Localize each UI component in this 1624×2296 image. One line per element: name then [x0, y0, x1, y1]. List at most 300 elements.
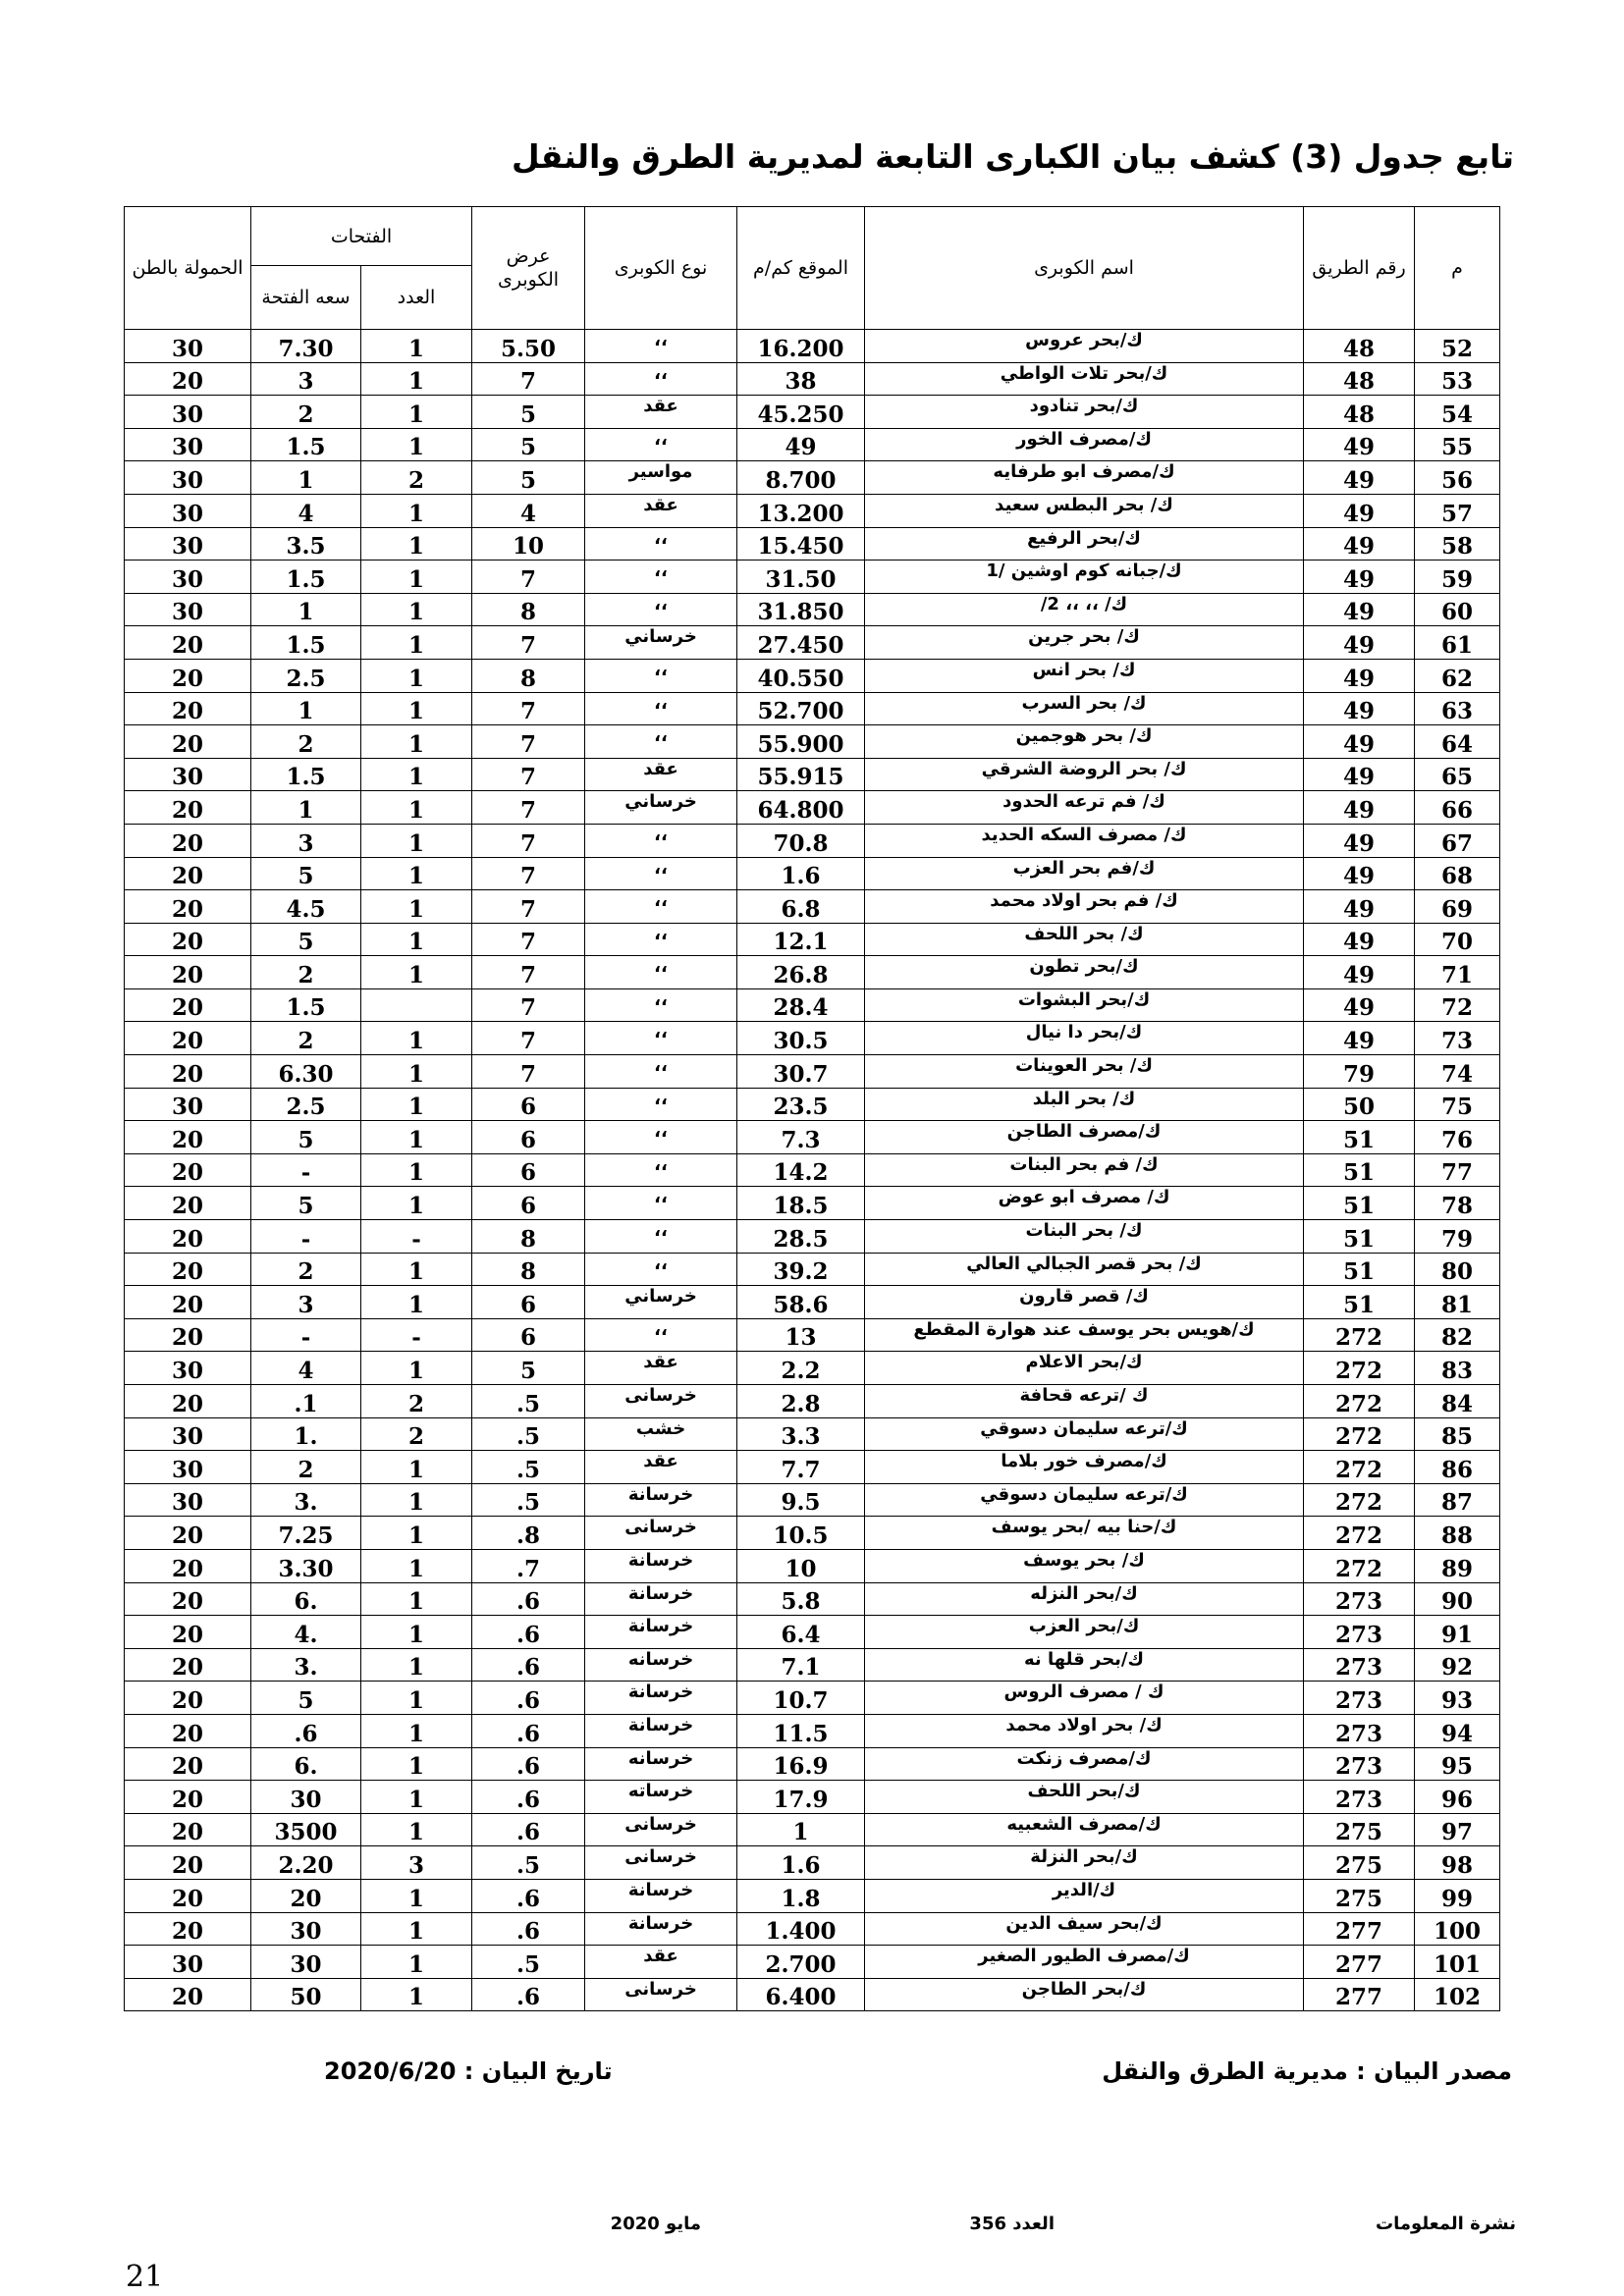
cell-bridge-type: ،، — [585, 956, 737, 989]
cell-width: 7 — [472, 725, 585, 759]
cell-opening-count: 2 — [361, 461, 472, 495]
cell-load: 20 — [125, 1682, 251, 1715]
cell-serial: 94 — [1415, 1714, 1500, 1747]
cell-location: 30.5 — [737, 1022, 865, 1055]
table-row — [125, 1055, 1500, 1089]
cell-width: 7 — [472, 890, 585, 924]
cell-bridge-type: ،، — [585, 988, 737, 1022]
cell-bridge-name: ك/ بحر قصر الجبالي العالي — [865, 1253, 1304, 1286]
cell-bridge-name: ك/بحر تلات الواطي — [865, 362, 1304, 396]
cell-serial: 92 — [1415, 1648, 1500, 1682]
table-row — [125, 1879, 1500, 1912]
cell-road-number: 49 — [1304, 428, 1415, 461]
cell-road-number: 49 — [1304, 890, 1415, 924]
cell-opening-count: 1 — [361, 923, 472, 956]
cell-bridge-type: خرسانه — [585, 1747, 737, 1781]
cell-road-number: 273 — [1304, 1781, 1415, 1814]
cell-opening-span: 4.5 — [251, 890, 361, 924]
cell-bridge-name: ك/ فم بحر البنات — [865, 1153, 1304, 1187]
cell-serial: 78 — [1415, 1187, 1500, 1220]
cell-load: 20 — [125, 1153, 251, 1187]
cell-location: 8.700 — [737, 461, 865, 495]
cell-load: 30 — [125, 428, 251, 461]
table-row — [125, 824, 1500, 857]
cell-serial: 97 — [1415, 1813, 1500, 1846]
cell-serial: 70 — [1415, 923, 1500, 956]
cell-serial: 56 — [1415, 461, 1500, 495]
cell-opening-count: 1 — [361, 1451, 472, 1484]
cell-width: 6. — [472, 1781, 585, 1814]
cell-load: 20 — [125, 1318, 251, 1352]
cell-serial: 91 — [1415, 1616, 1500, 1649]
cell-bridge-type: خرسانى — [585, 1517, 737, 1550]
cell-bridge-type: خرسانة — [585, 1483, 737, 1517]
cell-load: 20 — [125, 626, 251, 660]
cell-location: 5.8 — [737, 1582, 865, 1616]
cell-load: 30 — [125, 1451, 251, 1484]
cell-opening-count: 1 — [361, 330, 472, 363]
cell-road-number: 275 — [1304, 1879, 1415, 1912]
cell-serial: 55 — [1415, 428, 1500, 461]
cell-width: 6. — [472, 1912, 585, 1946]
cell-serial: 89 — [1415, 1549, 1500, 1582]
cell-location: 15.450 — [737, 527, 865, 561]
cell-load: 30 — [125, 561, 251, 594]
cell-width: 7 — [472, 561, 585, 594]
cell-serial: 99 — [1415, 1879, 1500, 1912]
cell-width: 5. — [472, 1846, 585, 1880]
cell-opening-count: 1 — [361, 1055, 472, 1089]
cell-bridge-name: ك/هويس بحر يوسف عند هوارة المقطع — [865, 1318, 1304, 1352]
data-source: مصدر البيان : مديرية الطرق والنقل — [1102, 2057, 1512, 2085]
cell-road-number: 49 — [1304, 923, 1415, 956]
cell-bridge-type: ،، — [585, 1187, 737, 1220]
cell-width: 6. — [472, 1648, 585, 1682]
cell-bridge-name: ك/مصرف الشعبيه — [865, 1813, 1304, 1846]
table-row — [125, 1451, 1500, 1484]
cell-bridge-name: ك/بحر البشوات — [865, 988, 1304, 1022]
cell-bridge-type: ،، — [585, 659, 737, 692]
cell-opening-count: 1 — [361, 1286, 472, 1319]
cell-bridge-name: ك/بحر الرفيع — [865, 527, 1304, 561]
cell-road-number: 273 — [1304, 1648, 1415, 1682]
cell-serial: 75 — [1415, 1088, 1500, 1121]
cell-bridge-name: ك/ترعه سليمان دسوقي — [865, 1483, 1304, 1517]
cell-bridge-name: ك / مصرف الروس — [865, 1682, 1304, 1715]
cell-opening-span: 1 — [251, 692, 361, 725]
cell-road-number: 49 — [1304, 857, 1415, 890]
cell-opening-span: 30 — [251, 1946, 361, 1979]
cell-opening-count: - — [361, 1220, 472, 1254]
cell-opening-count: 3 — [361, 1846, 472, 1880]
table-row — [125, 1714, 1500, 1747]
cell-opening-count: 1 — [361, 1352, 472, 1385]
cell-road-number: 48 — [1304, 362, 1415, 396]
cell-road-number: 277 — [1304, 1946, 1415, 1979]
cell-location: 6.4 — [737, 1616, 865, 1649]
table-row — [125, 1286, 1500, 1319]
cell-load: 30 — [125, 1417, 251, 1451]
cell-serial: 60 — [1415, 593, 1500, 626]
cell-width: 6. — [472, 1879, 585, 1912]
cell-width: 8 — [472, 1253, 585, 1286]
cell-opening-span: - — [251, 1318, 361, 1352]
table-row — [125, 626, 1500, 660]
cell-bridge-name: ك/بحر النزلة — [865, 1846, 1304, 1880]
cell-location: 2.8 — [737, 1385, 865, 1418]
cell-opening-span: .3 — [251, 1648, 361, 1682]
cell-location: 27.450 — [737, 626, 865, 660]
cell-opening-count: 1 — [361, 1912, 472, 1946]
cell-serial: 95 — [1415, 1747, 1500, 1781]
cell-opening-span: 50 — [251, 1978, 361, 2011]
footer-publication: نشرة المعلومات — [1376, 2214, 1516, 2234]
cell-serial: 74 — [1415, 1055, 1500, 1089]
cell-opening-count: 1 — [361, 1682, 472, 1715]
cell-serial: 59 — [1415, 561, 1500, 594]
table-row — [125, 561, 1500, 594]
header-openings: الفتحات — [251, 207, 472, 266]
table-row — [125, 1352, 1500, 1385]
cell-width: 6. — [472, 1747, 585, 1781]
cell-opening-span: 2 — [251, 956, 361, 989]
cell-location: 70.8 — [737, 824, 865, 857]
cell-road-number: 49 — [1304, 593, 1415, 626]
cell-location: 12.1 — [737, 923, 865, 956]
cell-bridge-name: ك/ مصرف السكه الحديد — [865, 824, 1304, 857]
cell-load: 20 — [125, 1187, 251, 1220]
cell-location: 38 — [737, 362, 865, 396]
cell-opening-count: 1 — [361, 1022, 472, 1055]
table-row — [125, 1517, 1500, 1550]
cell-road-number: 275 — [1304, 1846, 1415, 1880]
cell-load: 20 — [125, 1912, 251, 1946]
cell-width: 8 — [472, 1220, 585, 1254]
cell-serial: 69 — [1415, 890, 1500, 924]
table-row — [125, 1549, 1500, 1582]
cell-bridge-name: ك/بحر العزب — [865, 1616, 1304, 1649]
cell-serial: 61 — [1415, 626, 1500, 660]
cell-road-number: 49 — [1304, 659, 1415, 692]
table-row — [125, 659, 1500, 692]
table-row — [125, 1846, 1500, 1880]
cell-opening-span: 3.5 — [251, 527, 361, 561]
cell-opening-span: 7.25 — [251, 1517, 361, 1550]
cell-location: 7.1 — [737, 1648, 865, 1682]
cell-serial: 88 — [1415, 1517, 1500, 1550]
cell-opening-span: 1 — [251, 791, 361, 825]
table-row — [125, 923, 1500, 956]
cell-road-number: 49 — [1304, 956, 1415, 989]
bridges-table — [124, 206, 1500, 2011]
cell-opening-count: 1 — [361, 1616, 472, 1649]
cell-load: 20 — [125, 791, 251, 825]
cell-width: 6. — [472, 1714, 585, 1747]
cell-bridge-name: ك/مصرف ابو طرفايه — [865, 461, 1304, 495]
header-location: الموقع كم/م — [737, 207, 865, 330]
cell-width: 7. — [472, 1549, 585, 1582]
cell-load: 20 — [125, 1879, 251, 1912]
cell-opening-count: 1 — [361, 428, 472, 461]
cell-road-number: 79 — [1304, 1055, 1415, 1089]
cell-opening-span: .3 — [251, 1483, 361, 1517]
data-date: تاريخ البيان : 2020/6/20 — [324, 2057, 613, 2085]
cell-bridge-type: خرسانة — [585, 1912, 737, 1946]
cell-bridge-type: خرسانى — [585, 1978, 737, 2011]
cell-road-number: 48 — [1304, 330, 1415, 363]
table-row — [125, 1813, 1500, 1846]
table-row — [125, 1648, 1500, 1682]
cell-opening-span: .4 — [251, 1616, 361, 1649]
cell-bridge-name: ك/ بحر اللحف — [865, 923, 1304, 956]
cell-serial: 96 — [1415, 1781, 1500, 1814]
cell-bridge-name: ك/بحر تطون — [865, 956, 1304, 989]
table-body — [125, 330, 1500, 2011]
cell-width: 6 — [472, 1187, 585, 1220]
cell-opening-span: 1.5 — [251, 758, 361, 791]
header-bridge-type: نوع الكوبرى — [585, 207, 737, 330]
cell-load: 20 — [125, 659, 251, 692]
cell-bridge-type: خرساته — [585, 1781, 737, 1814]
cell-load: 20 — [125, 956, 251, 989]
cell-opening-span: 1 — [251, 593, 361, 626]
table-row — [125, 1781, 1500, 1814]
cell-serial: 76 — [1415, 1121, 1500, 1154]
cell-opening-span: 4 — [251, 1352, 361, 1385]
cell-opening-span: 5 — [251, 857, 361, 890]
cell-serial: 102 — [1415, 1978, 1500, 2011]
cell-width: 5 — [472, 428, 585, 461]
cell-load: 30 — [125, 494, 251, 527]
cell-road-number: 49 — [1304, 527, 1415, 561]
cell-bridge-type: خرسانة — [585, 1879, 737, 1912]
cell-opening-span: 2.5 — [251, 1088, 361, 1121]
cell-opening-count: 1 — [361, 1747, 472, 1781]
cell-opening-span: 1. — [251, 1385, 361, 1418]
cell-location: 10.5 — [737, 1517, 865, 1550]
cell-width: 7 — [472, 956, 585, 989]
cell-opening-span: 3.30 — [251, 1549, 361, 1582]
cell-location: 13 — [737, 1318, 865, 1352]
table-row — [125, 1153, 1500, 1187]
cell-bridge-type: ،، — [585, 428, 737, 461]
cell-bridge-name: ك/مصرف الطيور الصغير — [865, 1946, 1304, 1979]
cell-serial: 86 — [1415, 1451, 1500, 1484]
cell-opening-span: 4 — [251, 494, 361, 527]
cell-bridge-type: خرسانة — [585, 1549, 737, 1582]
cell-road-number: 272 — [1304, 1483, 1415, 1517]
cell-road-number: 49 — [1304, 692, 1415, 725]
cell-bridge-type: خرسانة — [585, 1682, 737, 1715]
cell-load: 20 — [125, 1616, 251, 1649]
cell-opening-span: 2 — [251, 396, 361, 429]
cell-load: 30 — [125, 1088, 251, 1121]
cell-load: 30 — [125, 527, 251, 561]
cell-bridge-type: خرساني — [585, 1286, 737, 1319]
cell-serial: 64 — [1415, 725, 1500, 759]
cell-serial: 72 — [1415, 988, 1500, 1022]
cell-opening-count: 1 — [361, 758, 472, 791]
cell-width: 8 — [472, 659, 585, 692]
cell-road-number: 50 — [1304, 1088, 1415, 1121]
cell-width: 4 — [472, 494, 585, 527]
cell-bridge-name: ك/بحر سيف الدين — [865, 1912, 1304, 1946]
cell-location: 64.800 — [737, 791, 865, 825]
cell-road-number: 272 — [1304, 1549, 1415, 1582]
cell-bridge-name: ك/ بحر انس — [865, 659, 1304, 692]
cell-opening-count: 1 — [361, 362, 472, 396]
cell-width: 7 — [472, 1022, 585, 1055]
cell-road-number: 51 — [1304, 1121, 1415, 1154]
cell-location: 7.7 — [737, 1451, 865, 1484]
cell-load: 20 — [125, 1747, 251, 1781]
cell-opening-count: 1 — [361, 527, 472, 561]
cell-road-number: 49 — [1304, 791, 1415, 825]
cell-opening-count: 1 — [361, 1517, 472, 1550]
cell-width: 5. — [472, 1385, 585, 1418]
cell-location: 16.200 — [737, 330, 865, 363]
table-row — [125, 1483, 1500, 1517]
cell-width: 7 — [472, 988, 585, 1022]
cell-opening-count: 1 — [361, 1781, 472, 1814]
cell-serial: 58 — [1415, 527, 1500, 561]
header-bridge-width: عرض الكوبرى — [472, 207, 585, 330]
cell-width: 5. — [472, 1483, 585, 1517]
cell-opening-span: 1.5 — [251, 428, 361, 461]
cell-opening-span: 2 — [251, 1022, 361, 1055]
cell-location: 6.400 — [737, 1978, 865, 2011]
cell-load: 20 — [125, 923, 251, 956]
cell-opening-span: 1.5 — [251, 561, 361, 594]
cell-opening-span: 5 — [251, 1682, 361, 1715]
cell-serial: 65 — [1415, 758, 1500, 791]
cell-opening-count: 1 — [361, 1253, 472, 1286]
cell-location: 1.400 — [737, 1912, 865, 1946]
table-row — [125, 1253, 1500, 1286]
cell-road-number: 272 — [1304, 1318, 1415, 1352]
cell-load: 20 — [125, 725, 251, 759]
cell-bridge-type: ،، — [585, 1121, 737, 1154]
cell-bridge-name: ك/الدير — [865, 1879, 1304, 1912]
cell-road-number: 51 — [1304, 1187, 1415, 1220]
cell-road-number: 49 — [1304, 824, 1415, 857]
cell-bridge-type: ،، — [585, 1022, 737, 1055]
cell-load: 30 — [125, 1946, 251, 1979]
cell-load: 20 — [125, 1648, 251, 1682]
cell-bridge-name: ك/فم بحر العزب — [865, 857, 1304, 890]
cell-opening-count: 1 — [361, 659, 472, 692]
cell-location: 1 — [737, 1813, 865, 1846]
cell-opening-count: 1 — [361, 396, 472, 429]
cell-road-number: 49 — [1304, 494, 1415, 527]
cell-bridge-name: ك/ بحر البنات — [865, 1220, 1304, 1254]
cell-opening-count: 1 — [361, 824, 472, 857]
cell-serial: 82 — [1415, 1318, 1500, 1352]
cell-load: 20 — [125, 1220, 251, 1254]
cell-bridge-type: خرساني — [585, 791, 737, 825]
cell-bridge-name: ك/بحر الاعلام — [865, 1352, 1304, 1385]
cell-location: 39.2 — [737, 1253, 865, 1286]
cell-opening-count: 1 — [361, 494, 472, 527]
cell-opening-span: 2.20 — [251, 1846, 361, 1880]
table-row — [125, 1318, 1500, 1352]
cell-road-number: 277 — [1304, 1912, 1415, 1946]
cell-bridge-type: ،، — [585, 923, 737, 956]
cell-width: 5. — [472, 1417, 585, 1451]
cell-width: 7 — [472, 362, 585, 396]
cell-bridge-type: ،، — [585, 593, 737, 626]
cell-opening-span: 6. — [251, 1714, 361, 1747]
cell-bridge-type: عقد — [585, 1946, 737, 1979]
cell-width: 6 — [472, 1286, 585, 1319]
cell-opening-count: - — [361, 1318, 472, 1352]
table-row — [125, 494, 1500, 527]
cell-width: 6. — [472, 1682, 585, 1715]
cell-opening-count: 1 — [361, 692, 472, 725]
table-row — [125, 988, 1500, 1022]
page-footer — [511, 2214, 1516, 2243]
cell-width: 6. — [472, 1616, 585, 1649]
cell-width: 8 — [472, 593, 585, 626]
cell-road-number: 51 — [1304, 1220, 1415, 1254]
cell-bridge-type: ،، — [585, 1253, 737, 1286]
cell-load: 20 — [125, 692, 251, 725]
cell-width: 7 — [472, 1055, 585, 1089]
cell-location: 7.3 — [737, 1121, 865, 1154]
cell-bridge-type: عقد — [585, 494, 737, 527]
cell-opening-span: 30 — [251, 1781, 361, 1814]
source-line — [324, 2056, 1512, 2086]
cell-width: 5 — [472, 461, 585, 495]
cell-serial: 83 — [1415, 1352, 1500, 1385]
cell-width: 7 — [472, 824, 585, 857]
cell-bridge-type: عقد — [585, 758, 737, 791]
cell-road-number: 49 — [1304, 1022, 1415, 1055]
cell-bridge-name: ك/بحر تنادود — [865, 396, 1304, 429]
table-row — [125, 725, 1500, 759]
table-row — [125, 1912, 1500, 1946]
cell-load: 30 — [125, 1352, 251, 1385]
cell-location: 1.8 — [737, 1879, 865, 1912]
cell-road-number: 273 — [1304, 1616, 1415, 1649]
cell-opening-span: .6 — [251, 1582, 361, 1616]
cell-opening-span: 3500 — [251, 1813, 361, 1846]
cell-road-number: 51 — [1304, 1253, 1415, 1286]
cell-road-number: 49 — [1304, 626, 1415, 660]
table-row — [125, 1220, 1500, 1254]
header-opening-count: العدد — [361, 266, 472, 330]
cell-bridge-name: ك/ بحر الروضة الشرقي — [865, 758, 1304, 791]
cell-opening-count: 1 — [361, 1582, 472, 1616]
table-row — [125, 890, 1500, 924]
cell-opening-count: 1 — [361, 956, 472, 989]
cell-bridge-type: ،، — [585, 1055, 737, 1089]
cell-bridge-type: خرسانة — [585, 1582, 737, 1616]
cell-width: 5. — [472, 1946, 585, 1979]
cell-load: 20 — [125, 1549, 251, 1582]
cell-location: 10 — [737, 1549, 865, 1582]
cell-bridge-name: ك/بحر اللحف — [865, 1781, 1304, 1814]
cell-location: 49 — [737, 428, 865, 461]
cell-location: 26.8 — [737, 956, 865, 989]
cell-bridge-type: خرسانى — [585, 1846, 737, 1880]
table-row — [125, 396, 1500, 429]
cell-bridge-type: ،، — [585, 857, 737, 890]
table-row — [125, 1616, 1500, 1649]
cell-width: 6 — [472, 1153, 585, 1187]
cell-location: 3.3 — [737, 1417, 865, 1451]
cell-width: 6 — [472, 1318, 585, 1352]
